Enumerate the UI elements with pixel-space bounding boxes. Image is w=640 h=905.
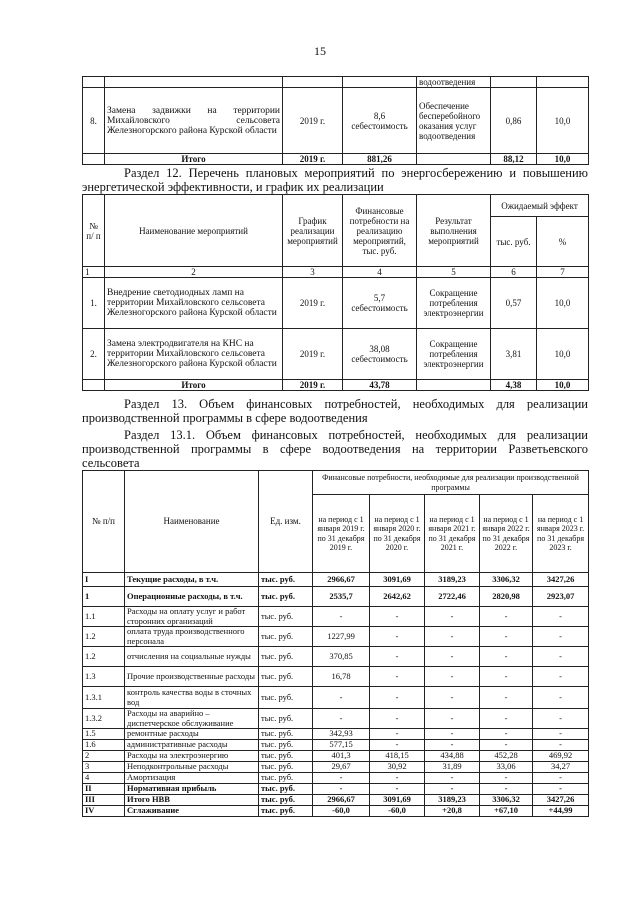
section-12-title: Раздел 12. Перечень плановых мероприятий по энергосбережению и повышению энергетической эффективности, и график их реализации bbox=[82, 166, 588, 194]
table-row bbox=[83, 278, 589, 329]
row-value: 452,28 bbox=[480, 751, 533, 762]
row-value: 3091,69 bbox=[370, 573, 425, 587]
measure-effect-pct: 10,0 bbox=[537, 278, 589, 329]
table-row bbox=[83, 762, 589, 773]
row-value: - bbox=[533, 687, 589, 709]
row-value: 2642,62 bbox=[370, 587, 425, 607]
table-row bbox=[83, 806, 589, 817]
section-13-title: Раздел 13. Объем финансовых потребностей, необходимых для реализации производственной программы в сфере водоотведения bbox=[82, 397, 588, 425]
row-unit: тыс. руб. bbox=[259, 762, 313, 773]
row-number: 1.3.2 bbox=[83, 709, 125, 729]
row-value: - bbox=[370, 740, 425, 751]
row-name: Расходы на электроэнергию bbox=[125, 751, 259, 762]
row-value: - bbox=[370, 607, 425, 627]
row-value: +20,8 bbox=[425, 806, 480, 817]
col-header-effect-pct: % bbox=[537, 217, 589, 267]
financial-needs-body bbox=[83, 573, 589, 817]
row-number: 1.2 bbox=[83, 627, 125, 647]
col-number: 2 bbox=[105, 267, 283, 278]
row-value: 3189,23 bbox=[425, 795, 480, 806]
measure-cost: 38,08 себестоимость bbox=[343, 329, 417, 380]
page-number: 15 bbox=[314, 44, 326, 58]
table-row bbox=[83, 587, 589, 607]
row-value: - bbox=[533, 709, 589, 729]
col-number: 1 bbox=[83, 267, 105, 278]
row-value: - bbox=[480, 667, 533, 687]
row-number: 3 bbox=[83, 762, 125, 773]
row-value: 3189,23 bbox=[425, 573, 480, 587]
row-unit: тыс. руб. bbox=[259, 607, 313, 627]
col-number: 5 bbox=[417, 267, 491, 278]
table-row bbox=[83, 329, 589, 380]
measure-result: Сокращение потребления электроэнергии bbox=[417, 278, 491, 329]
total-year: 2019 г. bbox=[283, 154, 343, 165]
row-value: 1227,99 bbox=[313, 627, 370, 647]
row-value: - bbox=[480, 627, 533, 647]
col-header-effect-abs: тыс. руб. bbox=[491, 217, 537, 267]
row-name: Расходы на оплату услуг и работ сторонних организаций bbox=[125, 607, 259, 627]
row-name: отчисления на социальные нужды bbox=[125, 647, 259, 667]
row-value: - bbox=[370, 687, 425, 709]
row-value: - bbox=[480, 784, 533, 795]
row-value: - bbox=[313, 773, 370, 784]
col-number: 4 bbox=[343, 267, 417, 278]
row-value: 30,92 bbox=[370, 762, 425, 773]
col-header-result: Результат выполнения мероприятий bbox=[417, 195, 491, 267]
row-value: 3306,32 bbox=[480, 573, 533, 587]
total-effect: 88,12 bbox=[491, 154, 537, 165]
row-unit: тыс. руб. bbox=[259, 667, 313, 687]
water-measures-table-fragment bbox=[82, 76, 589, 165]
row-value: 34,27 bbox=[533, 762, 589, 773]
table-row bbox=[83, 709, 589, 729]
row-value: - bbox=[533, 784, 589, 795]
row-value: +44,99 bbox=[533, 806, 589, 817]
measure-name: Внедрение светодиодных ламп на территории Михайловского сельсовета Железногорского района Курской области bbox=[105, 278, 283, 329]
row-number: 1.2 bbox=[83, 647, 125, 667]
col-header-period: на период с 1 января 2021 г. по 31 декабря 2021 г. bbox=[425, 495, 480, 573]
row-value: 3091,69 bbox=[370, 795, 425, 806]
col-header-period: на период с 1 января 2020 г. по 31 декабря 2020 г. bbox=[370, 495, 425, 573]
row-value: 33,06 bbox=[480, 762, 533, 773]
row-number: 1.3.1 bbox=[83, 687, 125, 709]
row-value: - bbox=[533, 607, 589, 627]
col-header-name: Наименование мероприятий bbox=[105, 195, 283, 267]
table-row bbox=[83, 687, 589, 709]
row-unit: тыс. руб. bbox=[259, 709, 313, 729]
table-row bbox=[83, 773, 589, 784]
row-value: 2820,98 bbox=[480, 587, 533, 607]
row-value: 469,92 bbox=[533, 751, 589, 762]
row-value: - bbox=[370, 667, 425, 687]
row-number: 1.6 bbox=[83, 740, 125, 751]
col-header-group: Финансовые потребности, необходимые для реализации производственной программы bbox=[313, 471, 589, 495]
total-effect-pct: 10,0 bbox=[537, 380, 589, 391]
measure-effect-pct: 10,0 bbox=[537, 88, 589, 154]
column-numbers-row bbox=[83, 267, 589, 278]
col-number: 3 bbox=[283, 267, 343, 278]
row-value: 2535,7 bbox=[313, 587, 370, 607]
row-name: контроль качества воды в сточных вод bbox=[125, 687, 259, 709]
row-value: - bbox=[370, 709, 425, 729]
row-value: 3427,26 bbox=[533, 795, 589, 806]
row-name: оплата труда производственного персонала bbox=[125, 627, 259, 647]
row-value: - bbox=[480, 687, 533, 709]
row-value: - bbox=[480, 607, 533, 627]
row-value: -60,0 bbox=[370, 806, 425, 817]
row-name: ремонтные расходы bbox=[125, 729, 259, 740]
col-header-num: № п/п bbox=[83, 471, 125, 573]
row-name: Прочие производственные расходы bbox=[125, 667, 259, 687]
row-value: - bbox=[370, 627, 425, 647]
total-label: Итого bbox=[105, 380, 283, 391]
row-value: - bbox=[425, 773, 480, 784]
table-row bbox=[83, 729, 589, 740]
row-name: Амортизация bbox=[125, 773, 259, 784]
row-value: - bbox=[313, 687, 370, 709]
table-row bbox=[83, 667, 589, 687]
row-name: Операционные расходы, в т.ч. bbox=[125, 587, 259, 607]
row-number: I bbox=[83, 573, 125, 587]
measure-year: 2019 г. bbox=[283, 329, 343, 380]
measure-result: Обеспечение бесперебойного оказания услуг водоотведения bbox=[417, 88, 491, 154]
table-row bbox=[83, 647, 589, 667]
row-value: - bbox=[480, 709, 533, 729]
row-value: - bbox=[480, 729, 533, 740]
row-value: 401,3 bbox=[313, 751, 370, 762]
row-value: 418,15 bbox=[370, 751, 425, 762]
row-value: 2966,67 bbox=[313, 573, 370, 587]
row-unit: тыс. руб. bbox=[259, 806, 313, 817]
row-unit: тыс. руб. bbox=[259, 627, 313, 647]
measure-effect: 3,81 bbox=[491, 329, 537, 380]
col-header-name: Наименование bbox=[125, 471, 259, 573]
table-row bbox=[83, 627, 589, 647]
row-number: 1.3 bbox=[83, 667, 125, 687]
energy-measures-table bbox=[82, 194, 589, 391]
row-number: II bbox=[83, 784, 125, 795]
col-header-period: на период с 1 января 2022 г. по 31 декабря 2022 г. bbox=[480, 495, 533, 573]
row-value: - bbox=[370, 729, 425, 740]
col-header-finance: Финансовые потребности на реализацию мероприятий, тыс. руб. bbox=[343, 195, 417, 267]
row-value: 2966,67 bbox=[313, 795, 370, 806]
row-value: - bbox=[533, 667, 589, 687]
col-header-period: на период с 1 января 2023 г. по 31 декабря 2023 г. bbox=[533, 495, 589, 573]
row-number: III bbox=[83, 795, 125, 806]
row-value: 577,15 bbox=[313, 740, 370, 751]
row-value: - bbox=[480, 773, 533, 784]
measure-cost: 5,7 себестоимость bbox=[343, 278, 417, 329]
row-value: - bbox=[425, 687, 480, 709]
row-unit: тыс. руб. bbox=[259, 751, 313, 762]
row-unit: тыс. руб. bbox=[259, 587, 313, 607]
row-value: - bbox=[370, 647, 425, 667]
row-number: IV bbox=[83, 806, 125, 817]
row-value: 370,85 bbox=[313, 647, 370, 667]
row-name: Текущие расходы, в т.ч. bbox=[125, 573, 259, 587]
row-unit: тыс. руб. bbox=[259, 773, 313, 784]
measure-year: 2019 г. bbox=[283, 88, 343, 154]
row-number: 1.1 bbox=[83, 607, 125, 627]
table-row bbox=[83, 88, 589, 154]
row-value: 3306,32 bbox=[480, 795, 533, 806]
row-unit: тыс. руб. bbox=[259, 687, 313, 709]
row-name: Неподконтрольные расходы bbox=[125, 762, 259, 773]
row-number: 1 bbox=[83, 587, 125, 607]
row-unit: тыс. руб. bbox=[259, 784, 313, 795]
row-unit: тыс. руб. bbox=[259, 740, 313, 751]
row-value: - bbox=[425, 709, 480, 729]
row-name: Сглаживание bbox=[125, 806, 259, 817]
row-unit: тыс. руб. bbox=[259, 647, 313, 667]
row-value: - bbox=[313, 709, 370, 729]
row-value: - bbox=[425, 729, 480, 740]
row-value: - bbox=[370, 784, 425, 795]
row-value: - bbox=[425, 607, 480, 627]
measure-result: Сокращение потребления электроэнергии bbox=[417, 329, 491, 380]
col-header-num: № п/ п bbox=[83, 195, 105, 267]
table-row bbox=[83, 740, 589, 751]
row-value: 2923,07 bbox=[533, 587, 589, 607]
section-13-1-title: Раздел 13.1. Объем финансовых потребностей, необходимых для реализации производственной программы в сфере водоотведения на территории Разветьевского сельсовета bbox=[82, 428, 588, 470]
row-value: 3427,26 bbox=[533, 573, 589, 587]
table-row bbox=[83, 607, 589, 627]
row-number: 2. bbox=[83, 329, 105, 380]
total-label: Итого bbox=[105, 154, 283, 165]
measure-cost: 8,6 себестоимость bbox=[343, 88, 417, 154]
row-value: - bbox=[425, 784, 480, 795]
col-number: 7 bbox=[537, 267, 589, 278]
row-value: -60,0 bbox=[313, 806, 370, 817]
row-value: - bbox=[425, 627, 480, 647]
row-value: - bbox=[533, 740, 589, 751]
table-row bbox=[83, 573, 589, 587]
row-value: - bbox=[313, 607, 370, 627]
row-value: - bbox=[533, 729, 589, 740]
total-cost: 43,78 bbox=[343, 380, 417, 391]
row-value: 16,78 bbox=[313, 667, 370, 687]
col-header-schedule: График реализации мероприятий bbox=[283, 195, 343, 267]
row-number: 4 bbox=[83, 773, 125, 784]
table-row bbox=[83, 795, 589, 806]
col-header-effect: Ожидаемый эффект bbox=[491, 195, 589, 217]
total-cost: 881,26 bbox=[343, 154, 417, 165]
table-row bbox=[83, 751, 589, 762]
row-value: - bbox=[425, 647, 480, 667]
total-year: 2019 г. bbox=[283, 380, 343, 391]
row-name: административные расходы bbox=[125, 740, 259, 751]
row-number: 1.5 bbox=[83, 729, 125, 740]
row-value: - bbox=[370, 773, 425, 784]
result-cell-fragment: водоотведения bbox=[417, 77, 491, 88]
table-row bbox=[83, 784, 589, 795]
row-value: 2722,46 bbox=[425, 587, 480, 607]
row-value: - bbox=[313, 784, 370, 795]
col-header-unit: Ед. изм. bbox=[259, 471, 313, 573]
total-row bbox=[83, 154, 589, 165]
measure-name: Замена задвижки на территории Михайловского сельсовета Железногорского района Курской области bbox=[105, 88, 283, 154]
row-unit: тыс. руб. bbox=[259, 573, 313, 587]
financial-needs-table bbox=[82, 470, 589, 817]
row-value: - bbox=[533, 773, 589, 784]
row-name: Нормативная прибыль bbox=[125, 784, 259, 795]
row-value: - bbox=[533, 627, 589, 647]
row-value: - bbox=[480, 740, 533, 751]
row-unit: тыс. руб. bbox=[259, 729, 313, 740]
measure-effect: 0,57 bbox=[491, 278, 537, 329]
row-number: 8. bbox=[83, 88, 105, 154]
row-value: +67,10 bbox=[480, 806, 533, 817]
measure-name: Замена электродвигателя на КНС на территории Михайловского сельсовета Железногорского района Курской области bbox=[105, 329, 283, 380]
row-value: 434,88 bbox=[425, 751, 480, 762]
row-value: - bbox=[425, 667, 480, 687]
total-effect: 4,38 bbox=[491, 380, 537, 391]
row-name: Итого НВВ bbox=[125, 795, 259, 806]
col-header-period: на период с 1 января 2019 г. по 31 декабря 2019 г. bbox=[313, 495, 370, 573]
row-value: - bbox=[425, 740, 480, 751]
measure-effect: 0,86 bbox=[491, 88, 537, 154]
measure-effect-pct: 10,0 bbox=[537, 329, 589, 380]
row-value: 31,89 bbox=[425, 762, 480, 773]
row-value: - bbox=[480, 647, 533, 667]
total-effect-pct: 10,0 bbox=[537, 154, 589, 165]
row-unit: тыс. руб. bbox=[259, 795, 313, 806]
row-value: - bbox=[533, 647, 589, 667]
measure-year: 2019 г. bbox=[283, 278, 343, 329]
row-number: 1. bbox=[83, 278, 105, 329]
col-number: 6 bbox=[491, 267, 537, 278]
row-value: 342,93 bbox=[313, 729, 370, 740]
row-name: Расходы на аварийно – диспетчерское обслуживание bbox=[125, 709, 259, 729]
row-value: 29,67 bbox=[313, 762, 370, 773]
row-number: 2 bbox=[83, 751, 125, 762]
total-row bbox=[83, 380, 589, 391]
